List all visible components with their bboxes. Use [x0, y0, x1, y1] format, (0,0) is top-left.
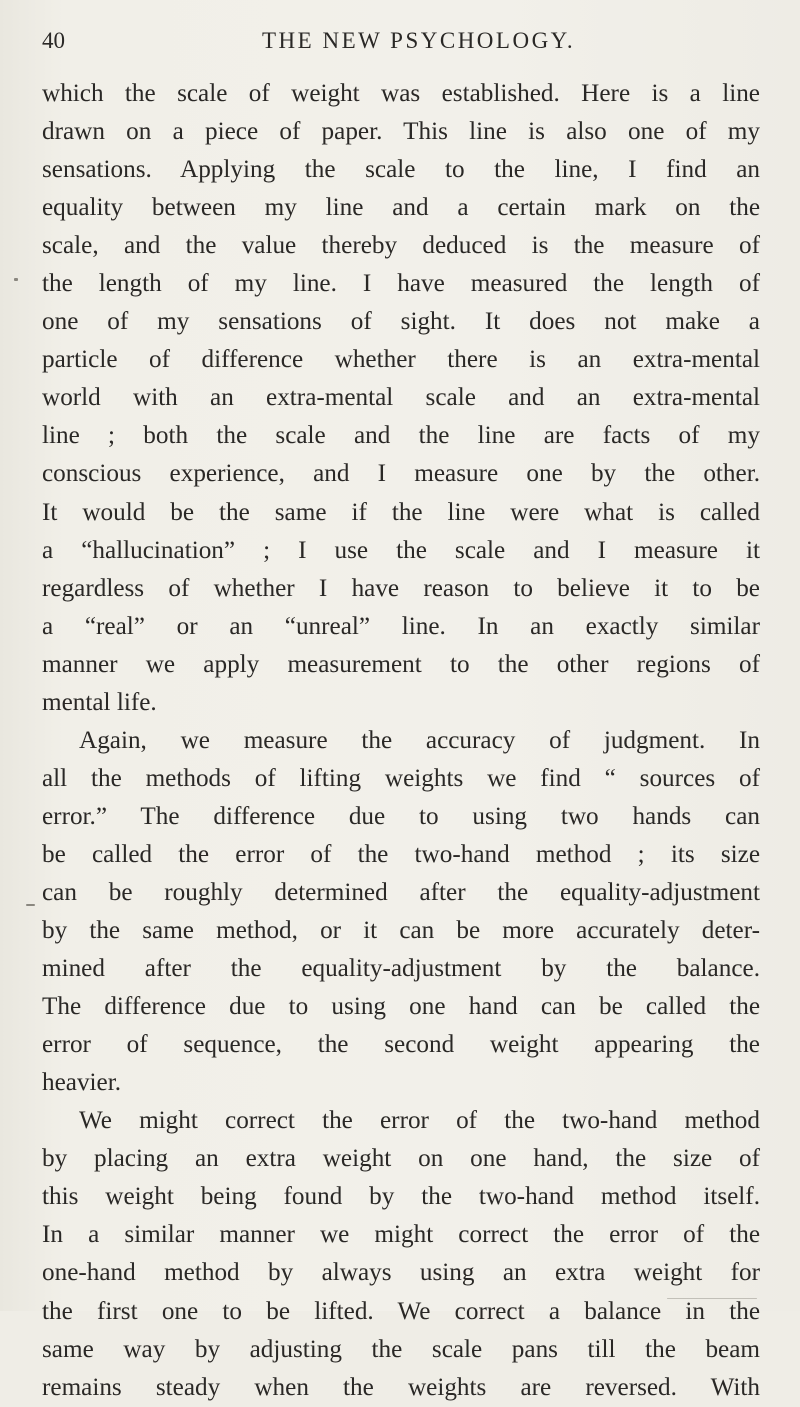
text-line: regardless of whether I have reason to believe it to be	[42, 574, 760, 602]
text-line: We might correct the error of the two-hand method	[79, 1107, 760, 1135]
text-line: mental life.	[42, 688, 157, 716]
paper-speck	[14, 278, 18, 281]
running-title: THE NEW PSYCHOLOGY.	[262, 28, 576, 53]
text-line: a “hallucination” ; I use the scale and I measure it	[42, 536, 760, 564]
text-line: mined after the equality-adjustment by the balance.	[42, 955, 760, 983]
text-line: manner we apply measurement to the other regions of	[42, 650, 760, 678]
text-line: the length of my line. I have measured the length of	[42, 270, 760, 298]
text-line: error of sequence, the second weight appearing the	[42, 1031, 760, 1059]
text-line: line ; both the scale and the line are facts of my	[42, 422, 760, 450]
text-line: the first one to be lifted. We correct a balance in the	[42, 1297, 760, 1325]
text-line: by the same method, or it can be more accurately deter-	[42, 917, 760, 945]
text-line: particle of difference whether there is an extra-mental	[42, 346, 760, 374]
text-line: one-hand method by always using an extra weight for	[42, 1259, 760, 1287]
text-line: It would be the same if the line were what is called	[42, 498, 760, 526]
text-line: sensations. Applying the scale to the line, I find an	[42, 156, 760, 184]
text-line: conscious experience, and I measure one by the other.	[42, 460, 760, 488]
text-line: In a similar manner we might correct the error of the	[42, 1221, 760, 1249]
text-line: be called the error of the two-hand method ; its size	[42, 840, 760, 868]
text-line: Again, we measure the accuracy of judgment. In	[79, 726, 760, 754]
text-line: heavier.	[42, 1069, 122, 1097]
text-line: The difference due to using one hand can be called the	[42, 993, 760, 1021]
body-text	[42, 75, 760, 1407]
text-line: equality between my line and a certain mark on the	[42, 194, 760, 222]
text-line: by placing an extra weight on one hand, the size of	[42, 1145, 760, 1173]
running-head	[42, 28, 760, 64]
page-number: 40	[42, 28, 65, 53]
text-line: all the methods of lifting weights we find “ sources of	[42, 764, 760, 792]
text-line: world with an extra-mental scale and an extra-mental	[42, 384, 760, 412]
text-line: remains steady when the weights are reversed. With	[42, 1373, 760, 1401]
text-line: scale, and the value thereby deduced is the measure of	[42, 232, 760, 260]
text-line: which the scale of weight was established. Here is a line	[42, 80, 760, 107]
paper-speck	[667, 1298, 757, 1299]
text-line: error.” The difference due to using two hands can	[42, 802, 760, 830]
text-line: can be roughly determined after the equality-adjustment	[42, 878, 760, 906]
text-line: one of my sensations of sight. It does not make a	[42, 308, 760, 336]
text-line: drawn on a piece of paper. This line is also one of my	[42, 118, 760, 146]
paper-speck	[26, 904, 35, 906]
text-line: a “real” or an “unreal” line. In an exactly similar	[42, 612, 760, 640]
text-line: same way by adjusting the scale pans till the beam	[42, 1335, 760, 1363]
text-line: this weight being found by the two-hand method itself.	[42, 1183, 760, 1211]
